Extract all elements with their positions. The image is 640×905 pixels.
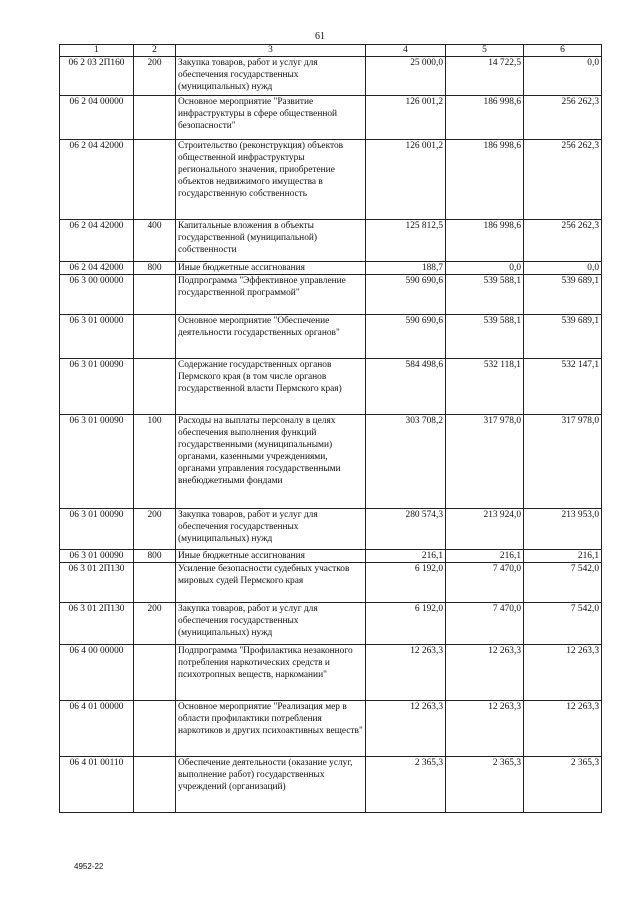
row-name: Капитальные вложения в объекты государственной (муниципальной) собственности — [176, 220, 366, 262]
row-value-3: 2 365,3 — [524, 757, 602, 813]
row-code: 06 3 01 00090 — [60, 359, 134, 415]
row-code: 06 3 01 2П130 — [60, 563, 134, 603]
row-value-1: 126 001,2 — [366, 96, 446, 140]
row-value-2: 7 470,0 — [446, 603, 524, 645]
table-row — [60, 96, 602, 140]
document-footer-code: 4952-22 — [74, 862, 104, 871]
row-expense-type: 200 — [134, 57, 176, 96]
row-code: 06 4 01 00110 — [60, 757, 134, 813]
row-value-2: 12 263,3 — [446, 645, 524, 701]
row-value-1: 590 690,6 — [366, 275, 446, 315]
table-row — [60, 645, 602, 701]
table-header-row — [60, 45, 602, 57]
table-row — [60, 315, 602, 359]
row-name: Подпрограмма "Профилактика незаконного потребления наркотических средств и психотропных веществ, наркомании" — [176, 645, 366, 701]
row-name: Основное мероприятие "Реализация мер в области профилактики потребления наркотиков и других психоактивных веществ" — [176, 701, 366, 757]
row-expense-type — [134, 315, 176, 359]
row-expense-type — [134, 96, 176, 140]
row-value-1: 12 263,3 — [366, 701, 446, 757]
row-code: 06 2 04 42000 — [60, 140, 134, 220]
row-value-3: 0,0 — [524, 262, 602, 275]
row-value-2: 7 470,0 — [446, 563, 524, 603]
row-name: Закупка товаров, работ и услуг для обеспечения государственных (муниципальных) нужд — [176, 57, 366, 96]
row-value-3: 256 262,3 — [524, 140, 602, 220]
row-value-1: 280 574,3 — [366, 509, 446, 550]
row-value-2: 532 118,1 — [446, 359, 524, 415]
row-value-3: 539 689,1 — [524, 275, 602, 315]
column-header-6: 6 — [524, 45, 602, 57]
row-value-3: 0,0 — [524, 57, 602, 96]
row-value-3: 12 263,3 — [524, 645, 602, 701]
row-value-3: 317 978,0 — [524, 415, 602, 509]
row-value-3: 12 263,3 — [524, 701, 602, 757]
row-value-2: 12 263,3 — [446, 701, 524, 757]
row-value-2: 186 998,6 — [446, 140, 524, 220]
row-value-1: 125 812,5 — [366, 220, 446, 262]
table-row — [60, 603, 602, 645]
table-row — [60, 262, 602, 275]
row-expense-type — [134, 359, 176, 415]
row-value-3: 216,1 — [524, 550, 602, 563]
row-value-3: 256 262,3 — [524, 96, 602, 140]
row-value-1: 126 001,2 — [366, 140, 446, 220]
row-name: Усиление безопасности судебных участков мировых судей Пермского края — [176, 563, 366, 603]
row-value-3: 7 542,0 — [524, 603, 602, 645]
budget-table — [59, 44, 602, 813]
row-name: Расходы на выплаты персоналу в целях обеспечения выполнения функций государственными (муниципальными) органами, казенными учреждениями, органами управления государственными внебюджетными фондами — [176, 415, 366, 509]
table-row — [60, 509, 602, 550]
table-row — [60, 275, 602, 315]
table-row — [60, 140, 602, 220]
row-value-1: 303 708,2 — [366, 415, 446, 509]
row-expense-type — [134, 140, 176, 220]
row-expense-type — [134, 757, 176, 813]
row-value-1: 6 192,0 — [366, 563, 446, 603]
row-code: 06 3 01 2П130 — [60, 603, 134, 645]
row-code: 06 3 01 00090 — [60, 509, 134, 550]
row-value-1: 25 000,0 — [366, 57, 446, 96]
row-value-1: 2 365,3 — [366, 757, 446, 813]
row-code: 06 4 00 00000 — [60, 645, 134, 701]
row-expense-type: 200 — [134, 509, 176, 550]
row-value-2: 186 998,6 — [446, 96, 524, 140]
row-value-3: 7 542,0 — [524, 563, 602, 603]
row-name: Закупка товаров, работ и услуг для обеспечения государственных (муниципальных) нужд — [176, 509, 366, 550]
row-value-2: 317 978,0 — [446, 415, 524, 509]
row-name: Основное мероприятие "Обеспечение деятельности государственных органов" — [176, 315, 366, 359]
table-row — [60, 57, 602, 96]
row-name: Иные бюджетные ассигнования — [176, 550, 366, 563]
row-value-3: 256 262,3 — [524, 220, 602, 262]
row-value-1: 584 498,6 — [366, 359, 446, 415]
row-value-1: 12 263,3 — [366, 645, 446, 701]
table-row — [60, 550, 602, 563]
column-header-5: 5 — [446, 45, 524, 57]
row-expense-type — [134, 563, 176, 603]
row-value-2: 14 722,5 — [446, 57, 524, 96]
row-expense-type — [134, 275, 176, 315]
row-name: Основное мероприятие "Развитие инфраструктуры в сфере общественной безопасности" — [176, 96, 366, 140]
row-code: 06 2 03 2П160 — [60, 57, 134, 96]
row-value-1: 590 690,6 — [366, 315, 446, 359]
column-header-2: 2 — [134, 45, 176, 57]
table-row — [60, 415, 602, 509]
row-code: 06 2 04 42000 — [60, 220, 134, 262]
row-value-2: 539 588,1 — [446, 275, 524, 315]
row-expense-type: 800 — [134, 550, 176, 563]
row-expense-type: 800 — [134, 262, 176, 275]
row-code: 06 3 01 00090 — [60, 415, 134, 509]
row-name: Содержание государственных органов Пермского края (в том числе органов государственной власти Пермского края) — [176, 359, 366, 415]
row-expense-type — [134, 701, 176, 757]
row-code: 06 3 00 00000 — [60, 275, 134, 315]
column-header-4: 4 — [366, 45, 446, 57]
row-code: 06 4 01 00000 — [60, 701, 134, 757]
row-value-1: 6 192,0 — [366, 603, 446, 645]
row-value-2: 539 588,1 — [446, 315, 524, 359]
row-value-1: 216,1 — [366, 550, 446, 563]
row-expense-type: 100 — [134, 415, 176, 509]
row-value-3: 539 689,1 — [524, 315, 602, 359]
row-value-1: 188,7 — [366, 262, 446, 275]
row-name: Строительство (реконструкция) объектов общественной инфраструктуры регионального значения, приобретение объектов недвижимого имущества в государственную собственность — [176, 140, 366, 220]
row-value-2: 216,1 — [446, 550, 524, 563]
row-expense-type — [134, 645, 176, 701]
column-header-1: 1 — [60, 45, 134, 57]
table-row — [60, 701, 602, 757]
row-expense-type: 200 — [134, 603, 176, 645]
row-value-2: 2 365,3 — [446, 757, 524, 813]
table-row — [60, 563, 602, 603]
table-row — [60, 220, 602, 262]
row-code: 06 2 04 00000 — [60, 96, 134, 140]
row-name: Обеспечение деятельности (оказание услуг, выполнение работ) государственных учреждений (организаций) — [176, 757, 366, 813]
row-value-3: 213 953,0 — [524, 509, 602, 550]
row-value-2: 213 924,0 — [446, 509, 524, 550]
page-number: 61 — [315, 31, 325, 42]
table-row — [60, 359, 602, 415]
row-name: Подпрограмма "Эффективное управление государственной программой" — [176, 275, 366, 315]
row-value-3: 532 147,1 — [524, 359, 602, 415]
row-value-2: 0,0 — [446, 262, 524, 275]
row-name: Иные бюджетные ассигнования — [176, 262, 366, 275]
row-expense-type: 400 — [134, 220, 176, 262]
row-code: 06 2 04 42000 — [60, 262, 134, 275]
row-code: 06 3 01 00090 — [60, 550, 134, 563]
column-header-3: 3 — [176, 45, 366, 57]
row-code: 06 3 01 00000 — [60, 315, 134, 359]
table-row — [60, 757, 602, 813]
row-name: Закупка товаров, работ и услуг для обеспечения государственных (муниципальных) нужд — [176, 603, 366, 645]
row-value-2: 186 998,6 — [446, 220, 524, 262]
